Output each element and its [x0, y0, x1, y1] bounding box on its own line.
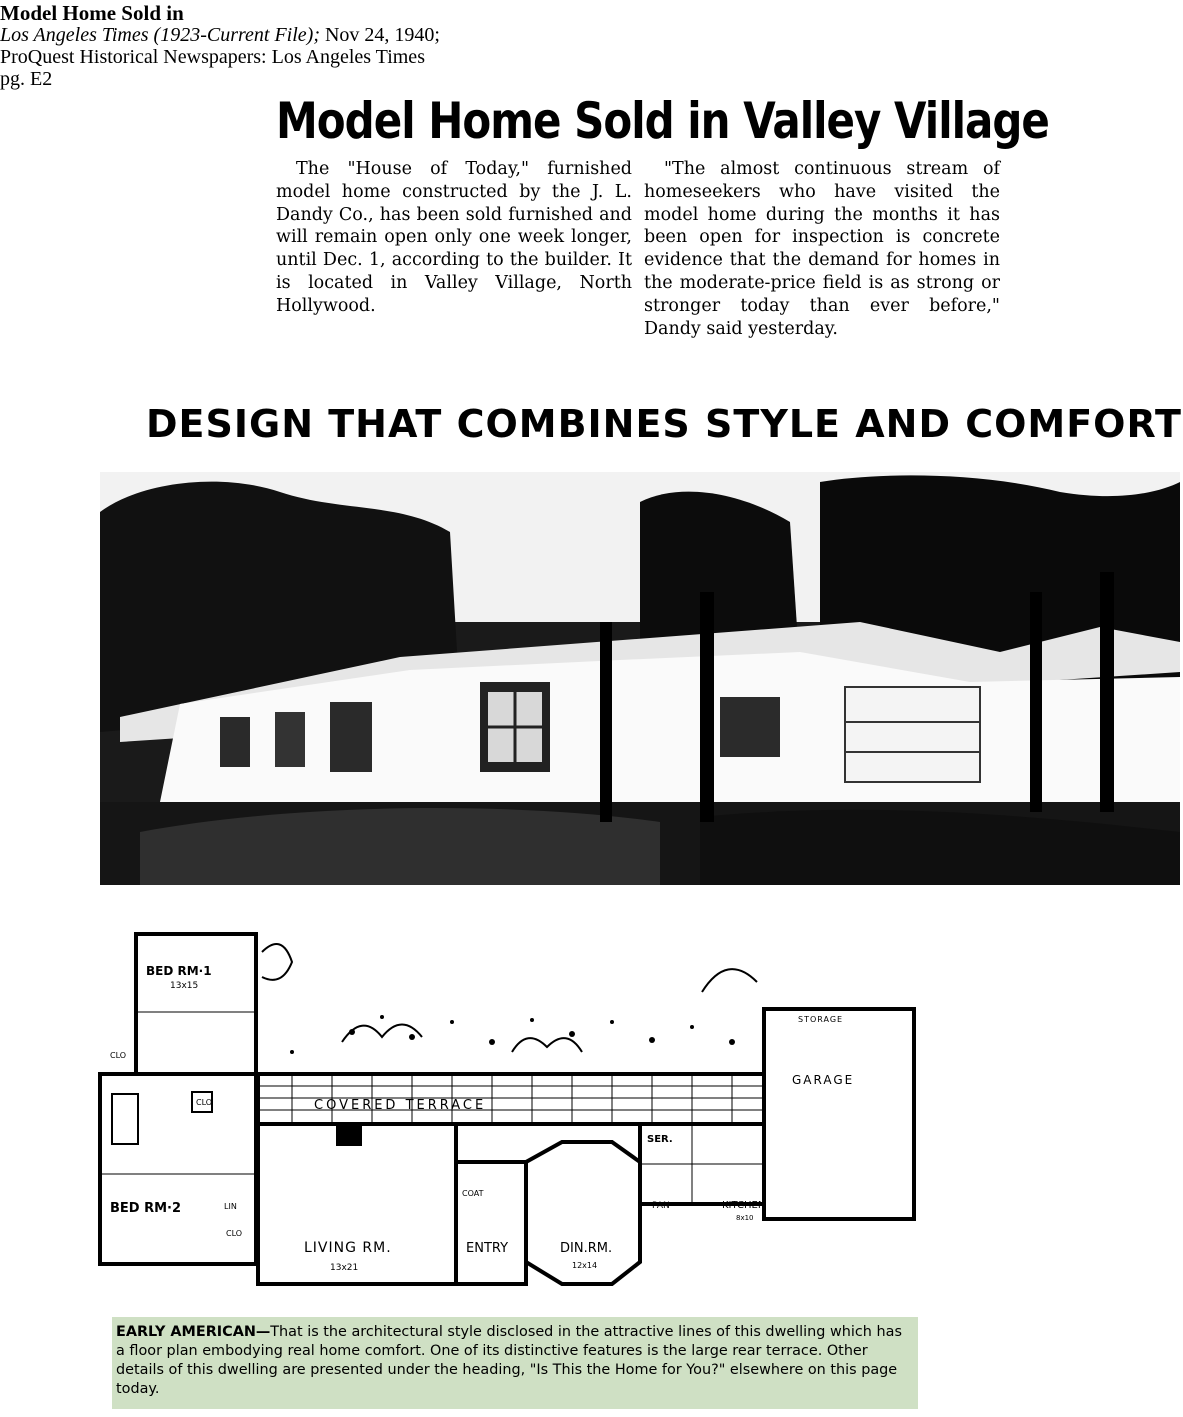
label-covered-terrace: COVERED TERRACE	[314, 1098, 487, 1113]
label-living-size: 13x21	[330, 1263, 359, 1273]
label-clo-1: CLO	[110, 1051, 127, 1060]
label-din-size: 12x14	[572, 1261, 598, 1270]
label-lin: LIN	[224, 1202, 237, 1211]
feature-headline: DESIGN THAT COMBINES STYLE AND COMFORT	[146, 402, 1182, 446]
article-paragraph-2: "The almost continuous stream of homeseekers who have visited the model home during the months it has been open for inspection is concrete evidence that the demand for homes in the moderate-price field is as strong or stronger today than ever before," Dandy said yesterday.	[644, 159, 1000, 339]
citation-page: pg. E2	[0, 68, 53, 90]
article-paragraph-1: The "House of Today," furnished model home constructed by the J. L. Dandy Co., has been sold furnished and will remain open only one week longer, until Dec. 1, according to the builder. It is located in Valley Village, North Hollywood.	[276, 159, 632, 316]
label-clo-2: CLO	[196, 1098, 213, 1107]
label-coat: COAT	[462, 1189, 484, 1198]
label-bed-rm-2: BED RM·2	[110, 1201, 182, 1216]
citation-date: Nov 24, 1940;	[319, 24, 440, 46]
citation-source-line	[0, 24, 560, 46]
floor-plan	[92, 912, 922, 1316]
label-kitchen-size: 8x10	[736, 1214, 754, 1222]
article-headline: Model Home Sold in Valley Village	[276, 92, 1049, 150]
citation-block	[0, 2, 560, 90]
label-entry: ENTRY	[466, 1241, 509, 1256]
label-din-rm: DIN.RM.	[560, 1241, 613, 1256]
caption-box	[112, 1317, 918, 1409]
label-garage: GARAGE	[792, 1073, 855, 1087]
citation-source: Los Angeles Times (1923-Current File);	[0, 24, 320, 46]
label-pan: PAN	[652, 1201, 670, 1211]
label-clo-3: CLO	[226, 1229, 243, 1238]
citation-title: Model Home Sold in	[0, 1, 184, 25]
house-illustration	[100, 472, 1180, 885]
caption-text: That is the architectural style disclosed in the attractive lines of this dwelling which has a floor plan embodying real home comfort. One of its distinctive features is the large rear terrace. Other details of this dwelling are presented under the heading, "Is This the Home for You?" elsewhere on this page today.	[116, 1324, 902, 1397]
citation-database: ProQuest Historical Newspapers: Los Angeles Times	[0, 46, 425, 68]
label-living-rm: LIVING RM.	[304, 1240, 392, 1256]
label-bed-rm-1-size: 13x15	[170, 981, 199, 991]
label-ser: SER.	[647, 1134, 673, 1145]
label-bed-rm-1: BED RM·1	[146, 964, 212, 978]
caption-lead: EARLY AMERICAN—	[116, 1324, 271, 1340]
caption	[116, 1323, 914, 1399]
label-kitchen: KITCHEN	[722, 1200, 766, 1211]
label-storage: STORAGE	[798, 1015, 844, 1024]
